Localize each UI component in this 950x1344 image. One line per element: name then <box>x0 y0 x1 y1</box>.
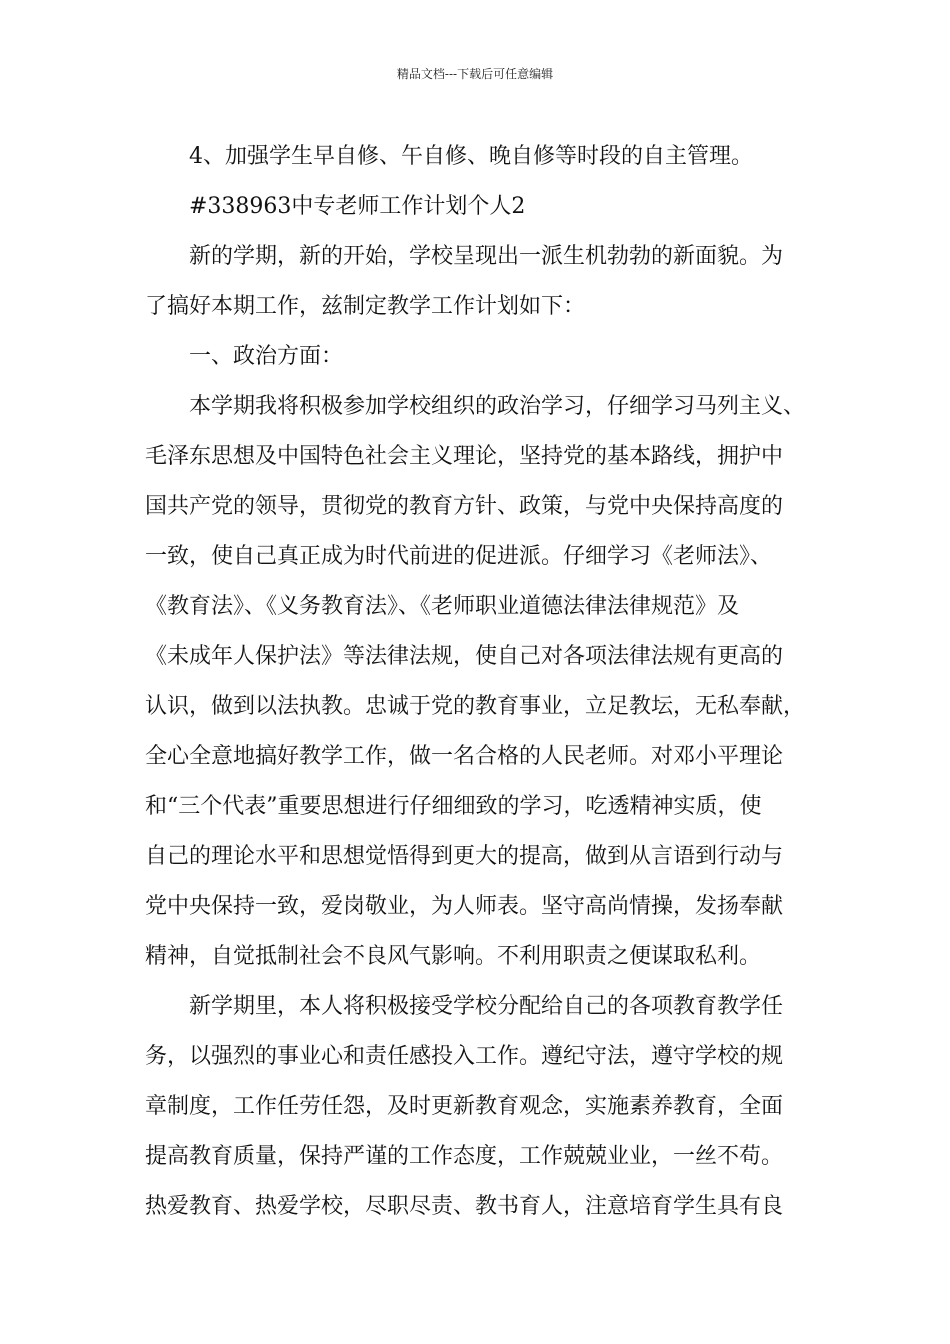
work-paragraph <box>145 982 810 1232</box>
text-line: 新学期里，本人将积极接受学校分配给自己的各项教育教学任 <box>189 994 784 1019</box>
text-line: 了搞好本期工作，兹制定教学工作计划如下： <box>145 294 586 319</box>
text-line: 国共产党的领导，贯彻党的教育方针、政策，与党中央保持高度的 <box>145 494 784 519</box>
text-line: 新的学期，新的开始，学校呈现出一派生机勃勃的新面貌。为 <box>189 244 784 269</box>
text-line: 本学期我将积极参加学校组织的政治学习，仔细学习马列主义、 <box>189 394 806 419</box>
text-line: 热爱教育、热爱学校，尽职尽责、教书育人，注意培育学生具有良 <box>145 1194 784 1219</box>
section-title <box>145 182 810 232</box>
text-line: 《教育法》、《义务教育法》、《老师职业道德法律法律规范》及 <box>145 594 740 619</box>
document-body <box>145 132 810 1232</box>
text-line: 党中央保持一致，爱岗敬业，为人师表。坚守高尚情操，发扬奉献 <box>145 894 784 919</box>
paragraph-item-4 <box>145 132 810 182</box>
politics-paragraph <box>145 382 810 982</box>
text-line: 认识，做到以法执教。忠诚于党的教育事业，立足教坛，无私奉献， <box>145 694 806 719</box>
text-line: 自己的理论水平和思想觉悟得到更大的提高，做到从言语到行动与 <box>145 844 784 869</box>
text-line: 全心全意地搞好教学工作，做一名合格的人民老师。对邓小平理论 <box>145 744 784 769</box>
text-line: 精神，自觉抵制社会不良风气影响。不利用职责之便谋取私利。 <box>145 944 762 969</box>
text-line: 4、加强学生早自修、午自修、晚自修等时段的自主管理。 <box>189 144 753 169</box>
section-heading-politics <box>145 332 810 382</box>
text-line: 提高教育质量，保持严谨的工作态度，工作兢兢业业，一丝不苟。 <box>145 1144 784 1169</box>
text-line: 务，以强烈的事业心和责任感投入工作。遵纪守法，遵守学校的规 <box>145 1044 784 1069</box>
text-line: 章制度，工作任劳任怨，及时更新教育观念，实施素养教育，全面 <box>145 1094 784 1119</box>
text-line: 一、政治方面： <box>189 344 344 369</box>
text-line: 一致，使自己真正成为时代前进的促进派。仔细学习《老师法》、 <box>145 544 773 569</box>
text-line: 《未成年人保护法》等法律法规，使自己对各项法律法规有更高的 <box>145 644 784 669</box>
text-line: 和“三个代表”重要思想进行仔细细致的学习，吃透精神实质，使 <box>145 794 762 819</box>
intro-paragraph <box>145 232 810 332</box>
text-line: 毛泽东思想及中国特色社会主义理论，坚持党的基本路线，拥护中 <box>145 444 784 469</box>
page-header: 精品文档---下载后可任意编辑 <box>396 67 554 81</box>
text-line: #338963中专老师工作计划个人2 <box>189 194 526 219</box>
